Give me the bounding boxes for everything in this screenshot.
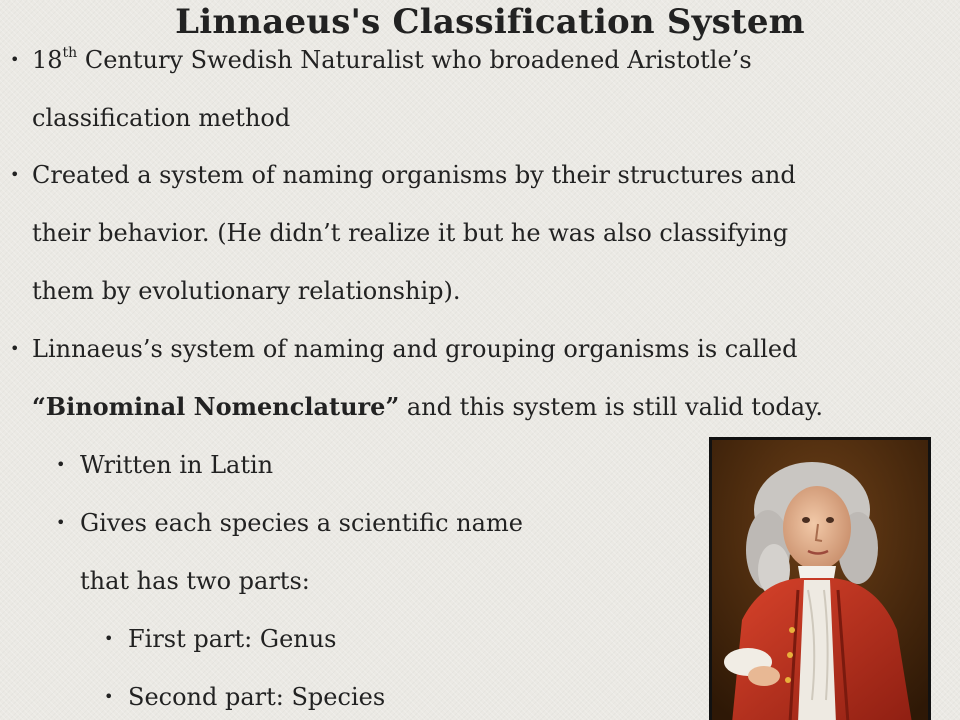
sub-bullet-latin: Written in Latin: [80, 451, 274, 479]
slide-title: Linnaeus's Classification System: [175, 2, 805, 42]
bullet-3-line-2-rest: and this system is still valid today.: [399, 393, 823, 421]
sub-sub-bullet-dot: •: [104, 629, 114, 648]
bullet-1-superscript: th: [62, 45, 78, 61]
bullet-dot: •: [10, 339, 20, 358]
sub-sub-bullet-dot: •: [104, 687, 114, 706]
sub-bullet-dot: •: [56, 455, 66, 474]
sub-sub-bullet-species: Second part: Species: [128, 683, 386, 711]
sub-bullet-dot: •: [56, 513, 66, 532]
linnaeus-portrait-image: [709, 437, 931, 720]
sub-bullet-name-line-2: that has two parts:: [80, 567, 310, 595]
bullet-2-line-2: their behavior. (He didn’t realize it but he was also classifying: [32, 219, 789, 247]
bullet-dot: •: [10, 165, 20, 184]
bullet-dot: •: [10, 50, 20, 69]
bullet-1-century-number: 18: [32, 46, 63, 74]
bullet-1-line-2: classification method: [32, 104, 291, 132]
bullet-3-line-1: Linnaeus’s system of naming and grouping organisms is called: [32, 335, 798, 363]
bullet-1-text: Century Swedish Naturalist who broadened Aristotle’s: [77, 46, 752, 74]
sub-sub-bullet-genus: First part: Genus: [128, 625, 337, 653]
bullet-3-line-2: [32, 392, 823, 422]
bullet-2-line-3: them by evolutionary relationship).: [32, 277, 461, 305]
bullet-2-line-1: Created a system of naming organisms by their structures and: [32, 161, 796, 189]
binominal-nomenclature-term: “Binominal Nomenclature”: [32, 392, 400, 421]
bullet-1-line-1: [32, 45, 752, 75]
portrait-illustration: [712, 440, 928, 720]
sub-bullet-name-line-1: Gives each species a scientific name: [80, 509, 523, 537]
